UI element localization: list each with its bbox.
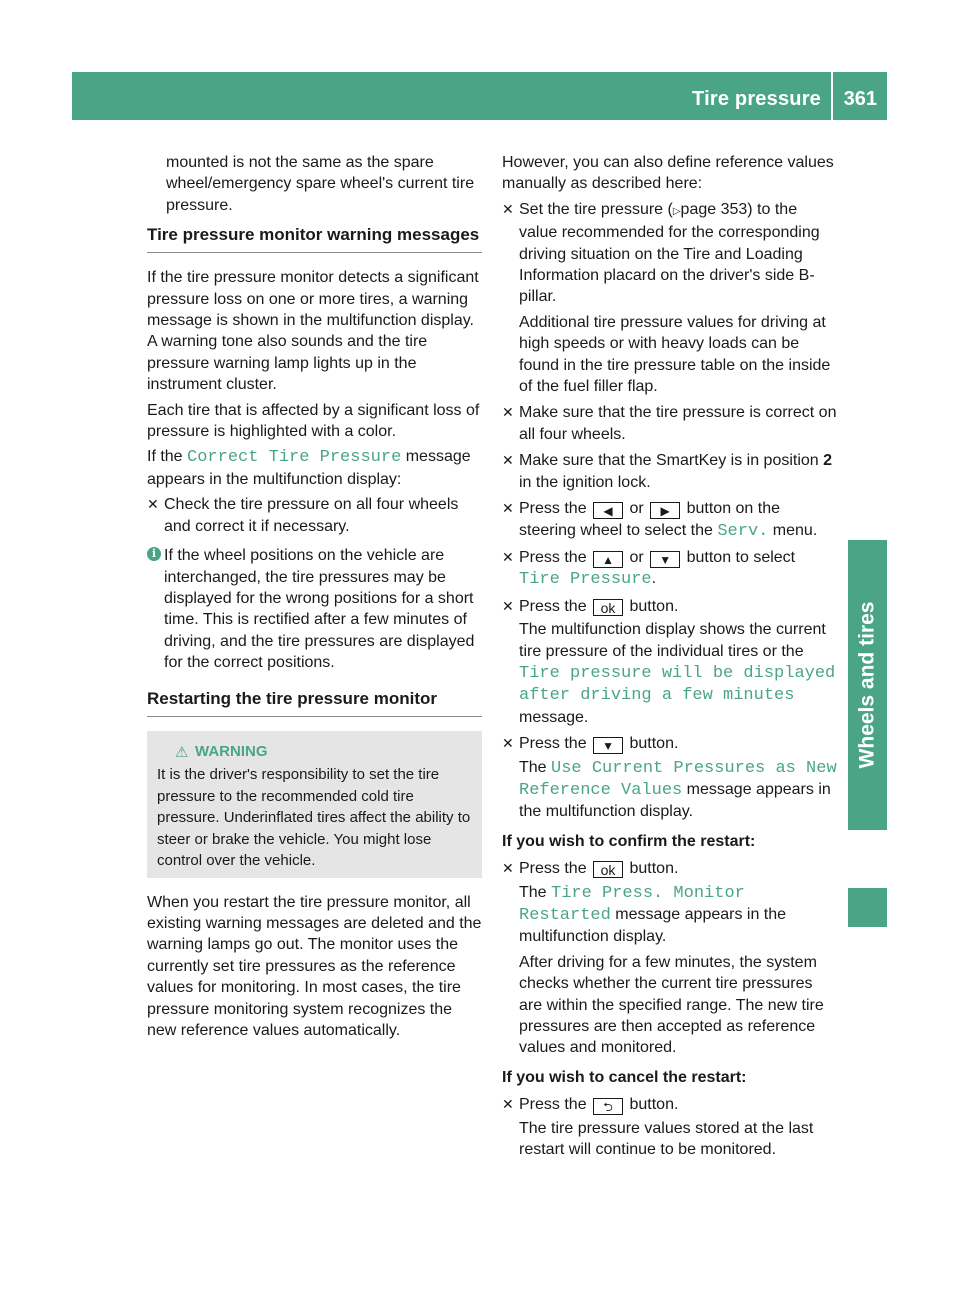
step-item: ✕ Press the ok button. The multifunction display shows the current tire pressure of the individual tires or the Tire pressure will be displayed after driving a few minutes message. (502, 597, 836, 726)
step-item: ✕ Set the tire pressure (▷page 353) to the value recommended for the corresponding driving situation on the Tire and Loading Information placard on the driver's side B-pillar. Additional tire pressure values for driving at high speeds or with heavy loads can be found in the tire pressure table on the inside of the fuel filler flap. (502, 200, 831, 396)
chapter-tab (848, 540, 887, 830)
step-item: ✕ Press the ⮌ button. The tire pressure values stored at the last restart will continue to be monitored. (502, 1096, 814, 1159)
subheading-cancel: If you wish to cancel the restart: (502, 1068, 747, 1086)
display-message: Correct Tire Pressure (187, 448, 402, 468)
left-column (147, 152, 482, 1045)
header-separator (831, 72, 833, 120)
paragraph: Each tire that is affected by a significant loss of pressure is highlighted with a color. (147, 401, 480, 441)
section-title: Tire pressure (692, 88, 821, 110)
down-arrow-button-icon: ▼ (650, 551, 680, 568)
ok-button-icon: ok (593, 861, 623, 878)
step-item: ✕ Press the ▼ button. The Use Current Pressures as New Reference Values message appears in the multifunction display. (502, 735, 837, 821)
step-item: ✕ Make sure that the tire pressure is correct on all four wheels. (502, 404, 837, 443)
warning-title: WARNING (195, 742, 268, 760)
step-item: ✕ Press the ▲ or ▼ button to select Tire Pressure. (502, 548, 796, 590)
info-note: i If the wheel positions on the vehicle are interchanged, the tire pressures may be displayed for the wrong positions for a short time. This is rectified after a few minutes of driving, and the tire pressures are displayed for the correct positions. (147, 545, 482, 673)
step-item: ✕ Check the tire pressure on all four wheels and correct it if necessary. (147, 496, 459, 535)
left-arrow-button-icon: ◀ (593, 502, 623, 519)
info-icon: i (147, 547, 161, 561)
page-number: 361 (843, 88, 877, 110)
intro-text: mounted is not the same as the spare wheel/emergency spare wheel's current tire pressure. (166, 154, 475, 214)
down-arrow-button-icon: ▼ (593, 737, 623, 754)
warning-text: It is the driver's responsibility to set the tire pressure to the recommended cold tire pressure. Underinflated tires affect the ability to steer or brake the vehicle. You might lose control over the vehicle. (157, 766, 471, 870)
warning-icon: ⚠ (175, 743, 189, 761)
paragraph: However, you can also define reference values manually as described here: (502, 154, 834, 193)
page-reference: page 353 (680, 200, 748, 218)
subheading-confirm: If you wish to confirm the restart: (502, 832, 756, 850)
step-item: ✕ Press the ok button. The Tire Press. Monitor Restarted message appears in the multifunction display. After driving for a few minutes, the system checks whether the current tire pressures are within the specified range. The new tire pressures are then accepted as reference values and monitored. (502, 860, 824, 1057)
header-bar (72, 72, 887, 120)
heading-warning-messages: Tire pressure monitor warning messages (147, 224, 482, 253)
up-arrow-button-icon: ▲ (593, 551, 623, 568)
paragraph: If the Correct Tire Pressure message appears in the multifunction display: (147, 448, 471, 488)
heading-restart: Restarting the tire pressure monitor (147, 688, 482, 717)
right-arrow-button-icon: ▶ (650, 502, 680, 519)
step-item: ✕ Make sure that the SmartKey is in position 2 in the ignition lock. (502, 452, 833, 491)
paragraph: If the tire pressure monitor detects a significant pressure loss on one or more tires, a warning message is shown in the multifunction display. A warning tone also sounds and the tire pressure warning lamp lights up in the instrument cluster. (147, 269, 479, 394)
step-item: ✕ Press the ◀ or ▶ button on the steering wheel to select the Serv. menu. (502, 500, 818, 541)
page-ref-icon: ▷ (672, 205, 681, 217)
chapter-marker (848, 888, 887, 927)
back-button-icon: ⮌ (593, 1098, 623, 1115)
ok-button-icon: ok (593, 599, 623, 616)
warning-box (147, 731, 482, 878)
right-column (502, 152, 837, 1165)
chapter-tab-label: Wheels and tires (855, 601, 879, 769)
paragraph: When you restart the tire pressure monitor, all existing warning messages are deleted and the warning lamps go out. The monitor uses the currently set tire pressures as the reference values for monitoring. In most cases, the tire pressure monitoring system recognizes the new reference values automatically. (147, 893, 482, 1039)
